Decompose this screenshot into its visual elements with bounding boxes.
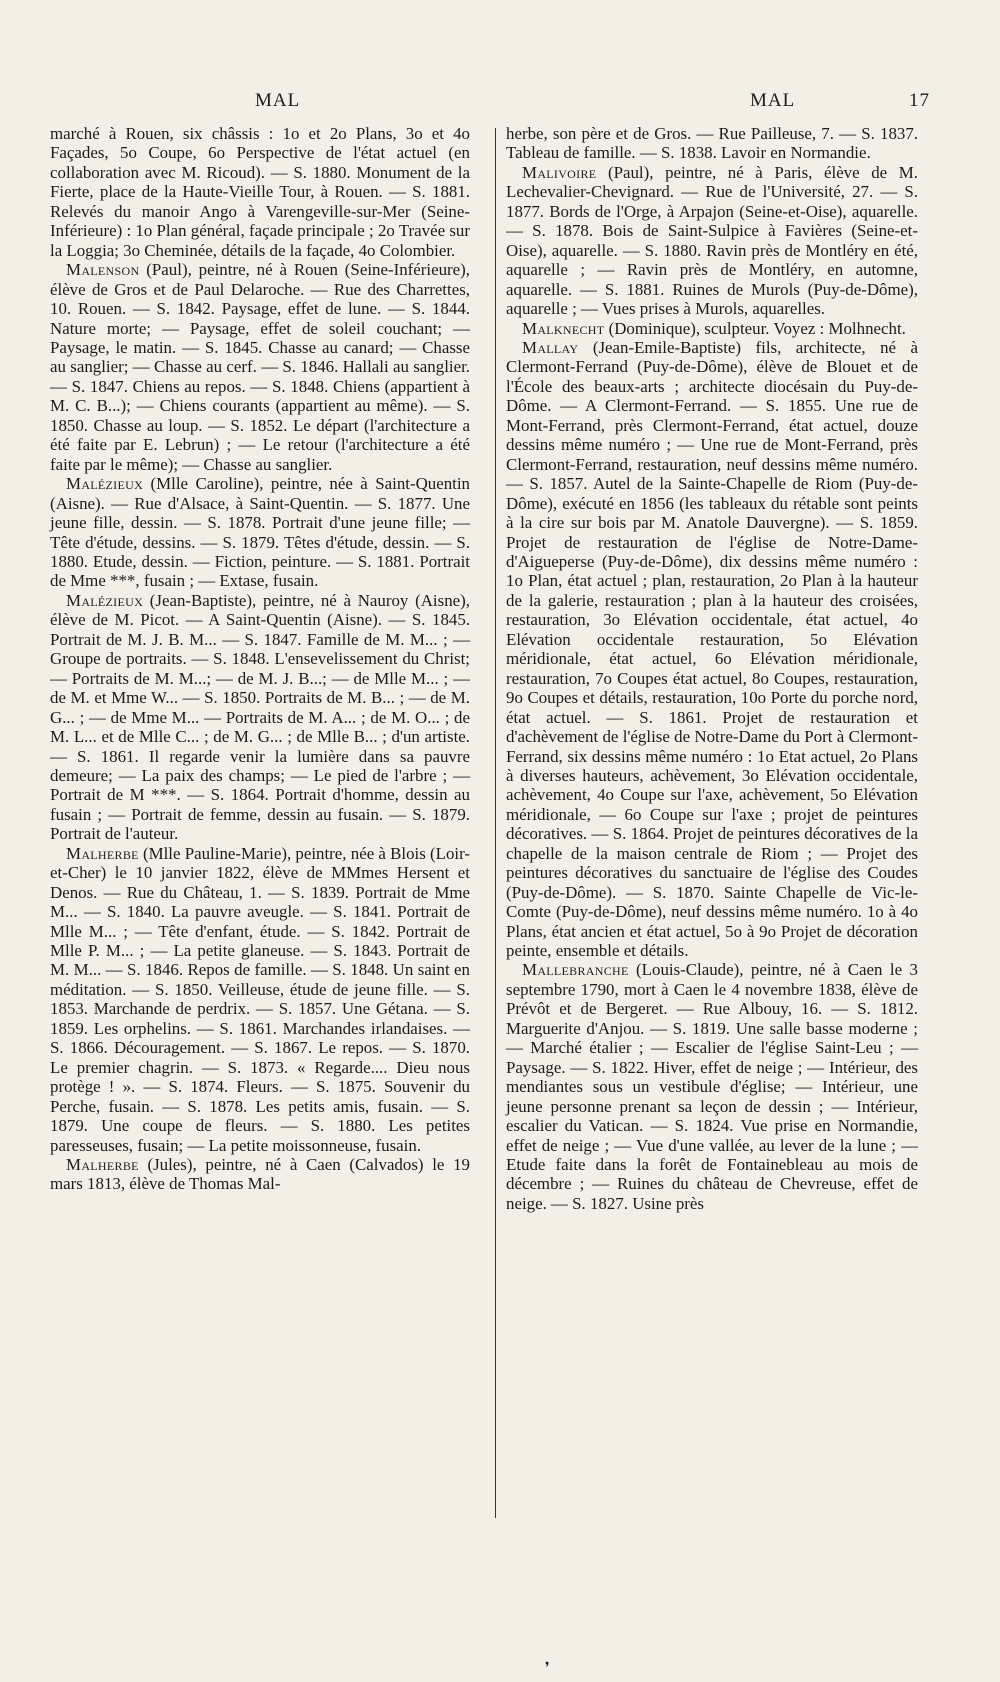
entry-name: Mallebranche <box>522 960 629 980</box>
entry-text: (Paul), peintre, né à Rouen (Seine-Inférieure), élève de Gros et de Paul Delaroche. — Rue des Charrettes, 10. Rouen. — S. 1842. Paysage, effet de lune. — S. 1844. Nature morte; — Paysage, effet de soleil couchant; — Paysage, le matin. — S. 1845. Chasse au canard; — Chasse au sanglier; — Chasse au cerf. — S. 1846. Hallali au sanglier. — S. 1847. Chiens au repos. — S. 1848. Chiens (appartient à M. C. B...); — Chiens courants (appartient au même). — S. 1850. Chasse au loup. — S. 1852. Le départ (l'architecture a été faite par E. Lebrun) ; — Le retour (l'architecture a été faite par le même); — Chasse au sanglier. <box>50 260 470 474</box>
entry-name: Malenson <box>66 260 140 280</box>
entry-name: Malknecht <box>522 318 605 338</box>
dictionary-entry <box>506 960 918 1213</box>
entry-text: (Paul), peintre, né à Paris, élève de M. Lechevalier-Chevignard. — Rue de l'Université, 27. — S. 1877. Bords de l'Orge, à Arpajon (Seine-et-Oise), aquarelle. — S. 1878. Bois de Saint-Sulpice à Favières (Seine-et-Oise), aquarelle. — S. 1880. Ravin près de Montléry en été, aquarelle ; — Ravin près de Montléry, en automne, aquarelle. — S. 1881. Ruines de Murols (Puy-de-Dôme), aquarelle ; — Vues prises à Murols, aquarelles. <box>506 162 918 319</box>
dictionary-entry <box>50 1155 470 1194</box>
entry-text: (Jean-Baptiste), peintre, né à Nauroy (Aisne), élève de M. Picot. — A Saint-Quentin (Aisne). — S. 1845. Portrait de M. J. B. M... — S. 1847. Famille de M. M... ; — Groupe de portraits. — S. 1848. L'ensevelissement du Christ; — Portraits de M. M...; — de M. J. B...; — de Mlle M... ; — de M. et Mme W... — S. 1850. Portraits de M. B... ; — de M. G... ; — de Mme M... — Portraits de M. A... ; de M. O... ; de M. L... et de Mlle C... ; de M. G... ; de Mlle B... ; d'un artiste. — S. 1861. Il regarde venir la lumière dans sa pauvre demeure; — La paix des champs; — Le pied de l'arbre ; — Portrait de M ***. — S. 1864. Portrait d'homme, dessin au fusain ; — Portrait de femme, dessin au fusain. — S. 1879. Portrait de l'auteur. <box>50 590 470 844</box>
entry-name: Mallay <box>522 337 579 357</box>
entry-name: Malherbe <box>66 843 139 863</box>
dictionary-entry <box>506 338 918 961</box>
entry-text: (Dominique), sculpteur. Voyez : Molhnecht. <box>604 318 906 338</box>
dictionary-entry <box>50 844 470 1155</box>
entry-text: (Louis-Claude), peintre, né à Caen le 3 septembre 1790, mort à Caen le 4 novembre 1838, élève de Prévôt et de Bergeret. — Rue Albouy, 16. — S. 1812. Marguerite d'Anjou. — S. 1819. Une salle basse moderne ; — Marché étalier ; — Escalier de l'église Saint-Leu ; — Paysage. — S. 1822. Hiver, effet de neige ; — Intérieur, des mendiantes sous un vestibule d'église; — Intérieur, une jeune personne prenant sa leçon de dessin ; — Intérieur, escalier du Vatican. — S. 1824. Vue prise en Normandie, effet de neige ; — Vue d'une vallée, au lever de la lune ; — Etude faite dans la forêt de Fontainebleau au mois de décembre ; — Ruines du château de Chevreuse, effet de neige. — S. 1827. Usine près <box>506 960 918 1213</box>
entry-name: Malivoire <box>522 162 597 182</box>
footer-mark: ❜ <box>545 1661 550 1676</box>
entry-text: (Jean-Emile-Baptiste) fils, architecte, né à Clermont-Ferrand (Puy-de-Dôme), élève de Blouet et de l'École des beaux-arts ; architecte diocésain du Puy-de-Dôme. — A Clermont-Ferrand. — S. 1855. Une rue de Mont-Ferrand, près Clermont-Ferrand, état actuel, douze dessins même numéro ; — Une rue de Mont-Ferrand, près Clermont-Ferrand, restauration, neuf dessins même numéro. — S. 1857. Autel de la Sainte-Chapelle de Riom (Puy-de-Dôme), exécuté en 1856 (les tableaux du rétable sont peints à la cire sur bois par M. Anatole Dauvergne). — S. 1859. Projet de restauration de l'église de Notre-Dame-d'Aigueperse (Puy-de-Dôme), dix dessins même numéro : 1o Plan, état actuel ; plan, restauration, 2o Plan à la hauteur de la galerie, restauration ; plan à la hauteur des croisées, restauration, 3o Elévation occidentale, état actuel, 4o Elévation occidentale restauration, 5o Elévation méridionale, état actuel, 6o Elévation méridionale, restauration, 7o Coupes état actuel, 8o Coupes, restauration, 9o Coupes et détails, restauration, 10o Porte du porche nord, état actuel. — S. 1861. Projet de restauration et d'achèvement de l'église de Notre-Dame du Port à Clermont-Ferrand, six dessins même numéro : 1o Etat actuel, 2o Plans à diverses hauteurs, achèvement, 3o Elévation occidentale, achèvement, 4o Coupe sur l'axe, achèvement, 5o Elévation méridionale, — 6o Coupe sur l'axe ; projet de peintures décoratives. — S. 1864. Projet de peintures décoratives de la chapelle de la maison centrale de Riom ; — Projet des peintures décoratives du sanctuaire de l'église des Coudes (Puy-de-Dôme). — S. 1870. Sainte Chapelle de Vic-le-Comte (Puy-de-Dôme), neuf dessins même numéro. 1o à 4o Plans, état ancien et état actuel, 5o à 9o Projet de décoration peinte, ensemble et détails. <box>506 337 918 961</box>
entry-name: Malézieux <box>66 474 144 494</box>
dictionary-entry <box>506 163 918 319</box>
continuation-paragraph: herbe, son père et de Gros. — Rue Pailleuse, 7. — S. 1837. Tableau de famille. — S. 1838. Lavoir en Normandie. <box>506 124 918 163</box>
page-number: 17 <box>909 90 930 111</box>
entry-text: (Mlle Caroline), peintre, née à Saint-Quentin (Aisne). — Rue d'Alsace, à Saint-Quentin. — S. 1877. Une jeune fille, dessin. — S. 1878. Portrait d'une jeune fille; — Tête d'étude, dessins. — S. 1879. Têtes d'étude, dessin. — S. 1880. Etude, dessin. — Fiction, peinture. — S. 1881. Portrait de Mme ***, fusain ; — Extase, fusain. <box>50 474 470 591</box>
entry-name: Malherbe <box>66 1155 139 1175</box>
running-head-left: MAL <box>255 90 301 111</box>
right-column <box>506 124 918 1213</box>
column-divider <box>495 128 496 1518</box>
running-head-right: MAL <box>750 90 796 111</box>
left-column <box>50 124 470 1194</box>
dictionary-entry <box>506 319 918 338</box>
entry-text: (Jules), peintre, né à Caen (Calvados) le 19 mars 1813, élève de Thomas Mal- <box>50 1155 470 1194</box>
entry-text: (Mlle Pauline-Marie), peintre, née à Blois (Loir-et-Cher) le 10 janvier 1822, élève de MMmes Hersent et Denos. — Rue du Château, 1. — S. 1839. Portrait de Mme M... — S. 1840. La pauvre aveugle. — S. 1841. Portrait de Mlle M... ; — Tête d'enfant, étude. — S. 1842. Portrait de Mlle P. M... ; — La petite glaneuse. — S. 1843. Portrait de M. M... — S. 1846. Repos de famille. — S. 1848. Un saint en méditation. — S. 1850. Veilleuse, étude de jeune fille. — S. 1853. Marchande de perdrix. — S. 1857. Une Gétana. — S. 1859. Les orphelins. — S. 1861. Marchandes irlandaises. — S. 1866. Découragement. — S. 1867. Le repos. — S. 1870. Le premier chagrin. — S. 1873. « Regarde.... Dieu nous protège ! ». — S. 1874. Fleurs. — S. 1875. Souvenir du Perche, fusain. — S. 1878. Les petits amis, fusain. — S. 1879. Une coupe de fleurs. — S. 1880. Les petites paresseuses, fusain; — La petite moissonneuse, fusain. <box>50 843 471 1155</box>
dictionary-entry <box>50 591 470 844</box>
continuation-paragraph: marché à Rouen, six châssis : 1o et 2o Plans, 3o et 4o Façades, 5o Coupe, 6o Perspective de l'état actuel (en collaboration avec M. Ricoud). — S. 1880. Monument de la Fierte, place de la Haute-Vieille Tour, à Rouen. — S. 1881. Relevés du manoir Ango à Varengeville-sur-Mer (Seine-Inférieure) : 1o Plan général, façade principale ; 2o Travée sur la Loggia; 3o Cheminée, détails de la façade, 4o Colombier. <box>50 124 470 260</box>
dictionary-entry <box>50 260 470 474</box>
entry-name: Malézieux <box>66 590 144 610</box>
running-head <box>50 90 930 114</box>
dictionary-entry <box>50 474 470 591</box>
